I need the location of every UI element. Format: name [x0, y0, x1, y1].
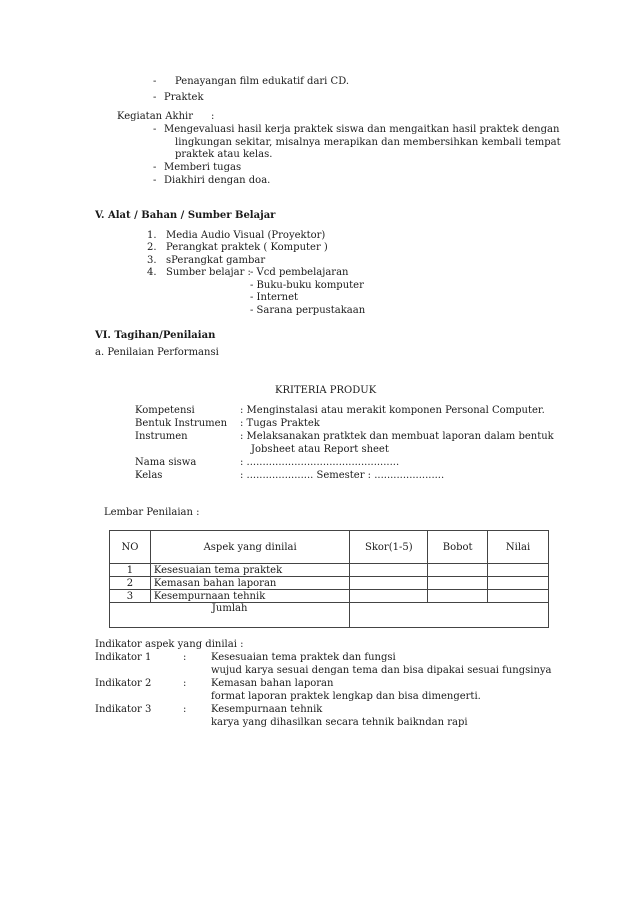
- row-skor: [350, 564, 428, 577]
- field-value: : Tugas Praktek: [240, 418, 320, 429]
- section-title: VI. Tagihan/Penilaian: [95, 330, 216, 341]
- row-bobot: [428, 577, 488, 590]
- field-label: Kelas: [135, 470, 163, 481]
- list-item-continuation: praktek atau kelas.: [175, 149, 273, 160]
- field-value: : ................................................: [240, 457, 400, 468]
- lembar-label: Lembar Penilaian :: [104, 507, 200, 518]
- indikator-title: Indikator aspek yang dinilai :: [95, 639, 244, 650]
- section-title: V. Alat / Bahan / Sumber Belajar: [95, 210, 276, 221]
- field-label: Nama siswa: [135, 457, 197, 468]
- source-item: - Vcd pembelajaran: [250, 267, 349, 278]
- field-value: : ..................... Semester : ......................: [240, 470, 445, 481]
- header-aspek: Aspek yang dinilai: [150, 531, 349, 564]
- source-item: - Buku-buku komputer: [250, 280, 364, 291]
- field-label: Bentuk Instrumen: [135, 418, 228, 429]
- row-bobot: [428, 564, 488, 577]
- field-value: : Melaksanakan pratktek dan membuat laporan dalam bentuk: [240, 431, 554, 442]
- list-number: 4.: [147, 267, 157, 278]
- header-no: NO: [110, 531, 151, 564]
- list-item-continuation: lingkungan sekitar, misalnya merapikan dan membersihkan kembali tempat: [175, 137, 561, 148]
- row-nilai: [488, 577, 549, 590]
- row-aspek: Kesempurnaan tehnik: [150, 590, 349, 603]
- table-row: [110, 564, 549, 577]
- row-aspek: Kesesuaian tema praktek: [150, 564, 349, 577]
- header-skor: Skor(1-5): [350, 531, 428, 564]
- row-no: 3: [110, 590, 151, 603]
- bullet-dash: -: [153, 124, 157, 135]
- row-bobot: [428, 590, 488, 603]
- indikator-name: Kemasan bahan laporan: [211, 678, 334, 689]
- indikator-colon: :: [183, 704, 187, 715]
- row-no: 2: [110, 577, 151, 590]
- bullet-dash: -: [153, 76, 157, 87]
- indikator-label: Indikator 2: [95, 678, 152, 689]
- table-row: [110, 590, 549, 603]
- field-value: : Menginstalasi atau merakit komponen Personal Computer.: [240, 405, 545, 416]
- list-item: Penayangan film edukatif dari CD.: [175, 76, 350, 87]
- kegiatan-akhir-label: Kegiatan Akhir: [117, 111, 193, 122]
- bullet-dash: -: [153, 92, 157, 103]
- list-item: Diakhiri dengan doa.: [164, 175, 271, 186]
- field-value-continuation: Jobsheet atau Report sheet: [251, 444, 389, 455]
- list-item: sPerangkat gambar: [166, 255, 266, 266]
- total-value: [350, 603, 549, 628]
- list-item: Mengevaluasi hasil kerja praktek siswa dan mengaitkan hasil praktek dengan: [164, 124, 560, 135]
- bullet-dash: -: [153, 175, 157, 186]
- row-nilai: [488, 590, 549, 603]
- row-no: 1: [110, 564, 151, 577]
- list-item: Memberi tugas: [164, 162, 242, 173]
- indikator-colon: :: [183, 652, 187, 663]
- indikator-colon: :: [183, 678, 187, 689]
- row-skor: [350, 590, 428, 603]
- score-table: [109, 530, 549, 628]
- indikator-name: Kesempurnaan tehnik: [211, 704, 323, 715]
- row-skor: [350, 577, 428, 590]
- subsection-title: a. Penilaian Performansi: [95, 347, 219, 358]
- indikator-label: Indikator 1: [95, 652, 152, 663]
- list-item: Praktek: [164, 92, 204, 103]
- source-item: - Sarana perpustakaan: [250, 305, 366, 316]
- indikator-desc: wujud karya sesuai dengan tema dan bisa dipakai sesuai fungsinya: [211, 665, 552, 676]
- list-number: 1.: [147, 230, 157, 241]
- kegiatan-akhir-colon: :: [211, 111, 215, 122]
- header-bobot: Bobot: [428, 531, 488, 564]
- row-nilai: [488, 564, 549, 577]
- indikator-desc: format laporan praktek lengkap dan bisa dimengerti.: [211, 691, 481, 702]
- list-item: Media Audio Visual (Proyektor): [166, 230, 326, 241]
- list-item: Sumber belajar :: [166, 267, 251, 278]
- list-number: 3.: [147, 255, 157, 266]
- header-nilai: Nilai: [488, 531, 549, 564]
- list-number: 2.: [147, 242, 157, 253]
- bullet-dash: -: [153, 162, 157, 173]
- indikator-desc: karya yang dihasilkan secara tehnik baikndan rapi: [211, 717, 468, 728]
- table-total-row: [110, 603, 549, 628]
- source-item: - Internet: [250, 292, 299, 303]
- indikator-label: Indikator 3: [95, 704, 152, 715]
- indikator-name: Kesesuaian tema praktek dan fungsi: [211, 652, 396, 663]
- field-label: Kompetensi: [135, 405, 195, 416]
- field-label: Instrumen: [135, 431, 188, 442]
- table-row: [110, 577, 549, 590]
- list-item: Perangkat praktek ( Komputer ): [166, 242, 328, 253]
- total-label: Jumlah: [110, 603, 350, 628]
- kriteria-title: KRITERIA PRODUK: [275, 385, 377, 396]
- row-aspek: Kemasan bahan laporan: [150, 577, 349, 590]
- table-header-row: [110, 531, 549, 564]
